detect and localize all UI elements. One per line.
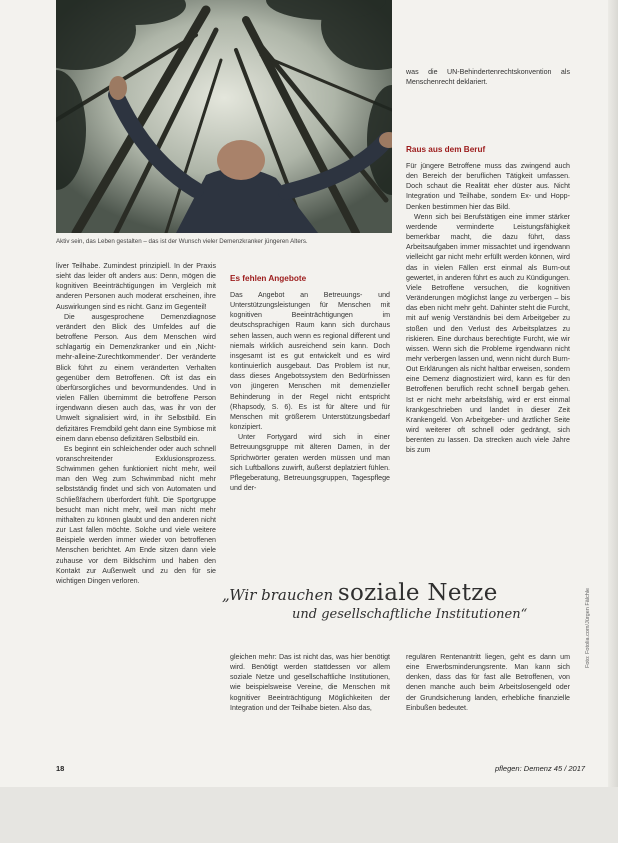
photo-caption: Aktiv sein, das Leben gestalten – das ist der Wunsch vieler Demenzkranker jüngeren Alters. — [56, 238, 308, 245]
paragraph: was die UN-Behindertenrechtskonvention als Menschenrecht deklariert. — [406, 68, 570, 87]
paragraph: Unter Fortygard wird sich in einer Betreuungsgruppe mit älteren Damen, in der Sprichwörter geraten werden müssen und man sich Luftballons zuwirft, äußerst deplatziert fühlen. Pflegeberatung, Betreuungsgruppen, Tagespflege und der- — [230, 433, 390, 492]
scan-edge — [608, 0, 618, 843]
article-column-3 — [406, 143, 570, 456]
paragraph: Für jüngere Betroffene muss das zwingend auch den Bereich der beruflichen Tätigkeit umfassen. Doch schaut die Realität eher düster aus. Nicht Integration und Teilhabe, sondern Ex- und Hopp-Denken bestimmen hier das Bild. — [406, 162, 570, 211]
pull-quote-prefix: „Wir brauchen — [222, 586, 334, 604]
photo-credit: Foto: Fotolia.com/Jürgen Fälchle — [585, 587, 591, 668]
paragraph: Das Angebot an Betreuungs- und Unterstützungsleistungen für Menschen mit kognitiven Beeinträchtigungen im deutschsprachigen Raum kann sich durchaus sehen lassen, auch wenn es regional different und niemals wirklich ausreichend sein kann. Doch insgesamt ist es gut entwickelt und es wird kontinuierlich ausgebaut. Das Problem ist nur, dass dieses Angebotssystem den Bedürfnissen von jüngeren Menschen mit demenzieller Behinderung in der Regel nicht entspricht (Rhapsody, S. 6). Es ist für ältere und für Menschen mit größerem Unterstützungsbedarf konzipiert. — [230, 291, 390, 432]
section-heading: Raus aus dem Beruf — [406, 145, 486, 154]
forest-photo-icon — [56, 0, 392, 233]
article-column-2-bottom — [230, 652, 390, 713]
article-column-1 — [56, 261, 216, 586]
paragraph: Es beginnt ein schleichender oder auch schnell voranschreitender Exklusionsprozess. Schwimmen gehen funktioniert nicht mehr, weil man den Weg zum Schwimmbad nicht mehr selbstständig findet und sich von Automaten und Schließfächern überfordert fühlt. Die Sportgruppe besucht man nicht mehr, weil man nicht mehr mithalten zu können glaubt und den anderen nicht zur Last fallen möchte. Solche und viele weitere Beispiele werden immer wieder von betroffenen Menschen berichtet. Am Ende sitzen dann viele zuhause vor dem Bildschirm und haben den Kontakt zur Außenwelt und zu den für sie wichtigen Dingen verloren. — [56, 444, 216, 585]
pull-quote-line-2: und gesellschaftliche Institutionen“ — [292, 607, 528, 622]
pull-quote — [222, 580, 578, 622]
paragraph: Wenn sich bei Berufstätigen eine immer stärker werdende verminderte Leistungsfähigkeit bemerkbar macht, die dazu führt, dass Arbeitsaufgaben immer missachtet und irgendwann vielleicht gar nicht mehr erfüllt werden können, wird das in vielen Fällen erst einmal als Burn-out gewertet, in anderen führt es auch zu Kündigungen. Viele Betroffene versuchen, die kognitiven Veränderungen möglichst lange zu verbergen – bis das eben nicht mehr geht. Dahinter steht die Furcht, mit auf wenig Verständnis bei dem Arbeitgeber zu stoßen und den Verlust des Arbeitsplatzes zu riskieren. Eine durchaus berechtigte Furcht, wie wir wissen. Wenn sich die Probleme irgendwann nicht mehr verbergen lassen und, wenn nicht durch Burn-Out Erklärungen als nicht haltbar erweisen, sondern eine Demenz diagnostiziert wird, kann es für den Betroffenen beruflich recht schnell bergab gehen. Ist er nicht mehr arbeitsfähig, wird er erst einmal krankgeschrieben und landet in dieser Zeit Krankengeld. Von Arbeitgeber- und ärztlicher Seite wird weiterer oft schnell oder gedrängt, sich berenten zu lassen. Da strecken auch viele Jahre bis zum — [406, 212, 570, 455]
paragraph: gleichen mehr: Das ist nicht das, was hier benötigt wird. Benötigt werden stattdessen vor allem soziale Netze und gesellschaftliche Institutionen, wie beispielsweise Vereine, die Menschen mit kognitiver Beeinträchtigung Möglichkeiten der Integration und der Teilhabe bieten. Also das, — [230, 653, 390, 712]
article-column-2 — [230, 272, 390, 493]
paragraph: regulären Rentenantritt liegen, geht es dann um eine Erwerbsminderungsrente. Man kann sich denken, dass das für fast alle Betroffenen, von denen manche auch beim Arbeitslosengeld oder der Grundsicherung landen, erhebliche finanzielle Einbußen bedeutet. — [406, 653, 570, 712]
page-number: 18 — [56, 764, 65, 773]
pull-quote-highlight: soziale Netze — [337, 580, 498, 606]
section-heading: Es fehlen Angebote — [230, 274, 307, 283]
pull-quote-line-1 — [222, 580, 578, 606]
paragraph: Die ausgesprochene Demenzdiagnose verändert den Blick des Umfeldes auf die betroffene Person. Aus dem Menschen wird schlagartig ein Demenzkranker und ein ‚Nicht-mehr-alleine-Zurechtkommender‘. Der veränderte Blick führt zu einem veränderten Verhalten gegenüber dem Betroffenen. Oft ist das ein überfürsorgliches und bevormundendes. Und in vielen Fällen übernimmt die betroffene Person irgendwann diesen auch das, was ihr von der Umwelt signalisiert wird, in ihr Selbstbild. Ein defizitäres Fremdbild geht dann eine Symbiose mit einem dann ebenso defizitären Selbstbild ein. — [56, 312, 216, 443]
bottom-margin — [0, 787, 618, 843]
magazine-footer: pflegen: Demenz 45 / 2017 — [495, 764, 586, 773]
article-column-3-bottom — [406, 652, 570, 713]
article-column-3-top — [406, 67, 570, 87]
paragraph: liver Teilhabe. Zumindest prinzipiell. In der Praxis sieht das leider oft anders aus: Denn, mögen die kognitiven Beeinträchtigungen im Vergleich mit anderen Personen auch moderat erscheinen, ihre Auswirkungen sind es nicht. Ganz im Gegenteil! — [56, 262, 216, 311]
forest-photo — [56, 0, 392, 233]
